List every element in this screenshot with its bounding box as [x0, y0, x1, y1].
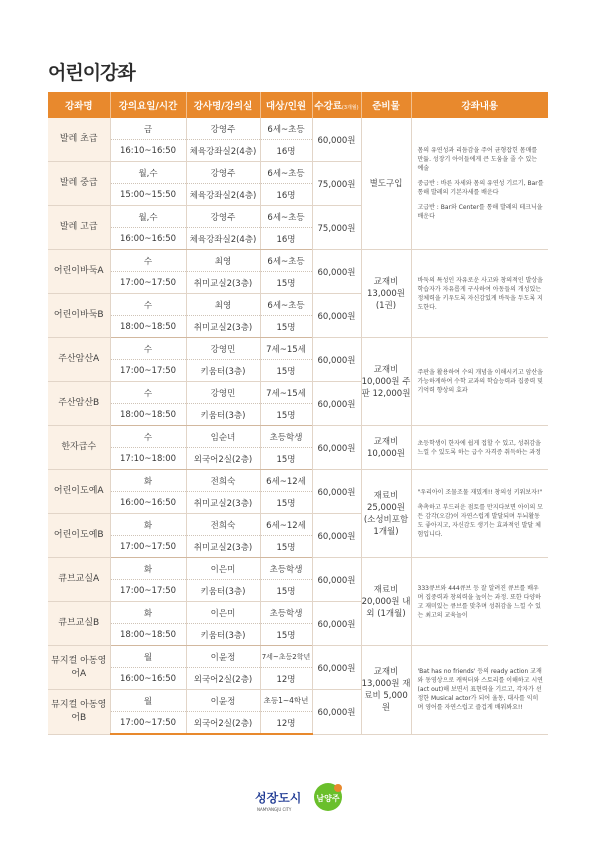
- logo-sub-text: NAMYANGJU CITY: [257, 807, 292, 812]
- course-target: 7세~15세: [260, 338, 312, 360]
- course-target: 초등학생: [260, 426, 312, 448]
- course-content: 'Bat has no friends' 등의 ready action 교재와 동영상으로 캐릭터와 스토리를 이해하고 시연(act out)해 보면서 표현력을 기르고, 각자가 선정한 Musical actor가 되어 율동, 대사를 익히며 영어를 자연스럽고 즐겁게 배워봐요!!: [411, 646, 548, 735]
- course-name: 어린이바둑B: [48, 294, 110, 338]
- header-content: 강좌내용: [411, 92, 548, 118]
- course-day: 수: [110, 294, 186, 316]
- table-row: [48, 338, 548, 360]
- table-row: [48, 470, 548, 492]
- course-time: 16:00~16:50: [110, 492, 186, 514]
- course-time: 18:00~18:50: [110, 404, 186, 426]
- course-time: 17:00~17:50: [110, 272, 186, 294]
- course-room: 키움터(3층): [186, 624, 260, 646]
- course-time: 17:00~17:50: [110, 536, 186, 558]
- course-name: 뮤지컬 아동영어A: [48, 646, 110, 690]
- course-teacher: 최영: [186, 294, 260, 316]
- course-day: 월,수: [110, 206, 186, 228]
- course-time: 16:00~16:50: [110, 668, 186, 690]
- course-content: "우리아이 조물조물 재밌게!! 창의성 키워보자!" 촉촉하고 부드러운 점토를 만지다보면 아이의 모든 감각(오감)이 자연스럽게 발달되며 두뇌활동도 좋아지고, 자신감도 생기는 효과적인 발달 체험입니다.: [411, 470, 548, 558]
- course-content: 333큐브와 444큐브 등 잘 알려진 큐브를 배우며 집중력과 창의력을 높이는 과정. 또한 다양하고 재미있는 큐브를 맞추며 성취감을 느낄 수 있는 최고의 교육놀이: [411, 558, 548, 646]
- course-teacher: 임순녀: [186, 426, 260, 448]
- course-target: 초등1~4학년: [260, 690, 312, 712]
- course-time: 17:00~17:50: [110, 360, 186, 382]
- course-fee: 60,000원: [312, 118, 361, 162]
- course-target: 초등학생: [260, 602, 312, 624]
- table-header-row: [48, 92, 548, 118]
- course-table: [48, 92, 548, 735]
- header-day-time: 강의요일/시간: [110, 92, 186, 118]
- course-time: 18:00~18:50: [110, 624, 186, 646]
- course-room: 키움터(3층): [186, 580, 260, 602]
- table-row: [48, 426, 548, 448]
- header-target: 대상/인원: [260, 92, 312, 118]
- course-day: 수: [110, 338, 186, 360]
- course-day: 수: [110, 426, 186, 448]
- course-capacity: 15명: [260, 492, 312, 514]
- course-name: 어린이도예B: [48, 514, 110, 558]
- course-time: 18:00~18:50: [110, 316, 186, 338]
- course-capacity: 15명: [260, 404, 312, 426]
- course-teacher: 이윤정: [186, 646, 260, 668]
- course-materials: 교재비 13,000원 재료비 5,000원: [361, 646, 411, 735]
- course-capacity: 15명: [260, 360, 312, 382]
- course-content: 바둑의 특성인 자유로운 사고와 창의적인 발상을 학습자가 자유롭게 구사하여 아동들의 개성있는 정체력을 키우도록 자신감있게 바둑을 두도록 지도한다.: [411, 250, 548, 338]
- course-day: 월,수: [110, 162, 186, 184]
- header-fee: 수강료(3개월): [312, 92, 361, 118]
- course-time: 17:10~18:00: [110, 448, 186, 470]
- course-time: 17:00~17:50: [110, 580, 186, 602]
- course-fee: 60,000원: [312, 382, 361, 426]
- course-teacher: 최영: [186, 250, 260, 272]
- course-room: 취미교실2(3층): [186, 536, 260, 558]
- course-name: 주산암산B: [48, 382, 110, 426]
- course-materials: 재료비 25,000원 (소성비포함 1개월): [361, 470, 411, 558]
- course-day: 화: [110, 602, 186, 624]
- course-room: 외국어2실(2층): [186, 668, 260, 690]
- course-fee: 60,000원: [312, 690, 361, 735]
- table-row: [48, 558, 548, 580]
- course-target: 6세~초등: [260, 250, 312, 272]
- course-time: 17:00~17:50: [110, 712, 186, 735]
- logo-badge-dot: [334, 784, 342, 792]
- course-room: 취미교실2(3층): [186, 272, 260, 294]
- course-name: 뮤지컬 아동영어B: [48, 690, 110, 735]
- course-fee: 60,000원: [312, 250, 361, 294]
- course-time: 16:00~16:50: [110, 228, 186, 250]
- course-room: 체육강좌실2(4층): [186, 140, 260, 162]
- course-teacher: 전희숙: [186, 514, 260, 536]
- course-content: 초등학생이 한자에 쉽게 접할 수 있고, 성취감을 느낄 수 있도록 하는 급수 자격증 취득하는 과정: [411, 426, 548, 470]
- course-target: 6세~초등: [260, 206, 312, 228]
- course-name: 발레 중급: [48, 162, 110, 206]
- course-time: 15:00~15:50: [110, 184, 186, 206]
- course-target: 6세~12세: [260, 514, 312, 536]
- course-capacity: 15명: [260, 624, 312, 646]
- course-day: 화: [110, 470, 186, 492]
- course-capacity: 15명: [260, 272, 312, 294]
- course-fee: 75,000원: [312, 206, 361, 250]
- course-room: 외국어2실(2층): [186, 712, 260, 735]
- course-target: 초등학생: [260, 558, 312, 580]
- course-target: 6세~초등: [260, 294, 312, 316]
- course-materials: 재료비 20,000원 내외 (1개월): [361, 558, 411, 646]
- course-room: 외국어2실(2층): [186, 448, 260, 470]
- course-fee: 60,000원: [312, 470, 361, 514]
- course-room: 키움터(3층): [186, 360, 260, 382]
- course-name: 어린이바둑A: [48, 250, 110, 294]
- course-day: 금: [110, 118, 186, 140]
- course-time: 16:10~16:50: [110, 140, 186, 162]
- course-teacher: 강영민: [186, 382, 260, 404]
- course-name: 한자급수: [48, 426, 110, 470]
- course-teacher: 강영주: [186, 206, 260, 228]
- course-capacity: 12명: [260, 712, 312, 735]
- course-fee: 60,000원: [312, 558, 361, 602]
- course-day: 수: [110, 382, 186, 404]
- course-teacher: 강영주: [186, 118, 260, 140]
- course-fee: 60,000원: [312, 294, 361, 338]
- namyangju-city-logo: [255, 780, 345, 816]
- course-fee: 75,000원: [312, 162, 361, 206]
- course-capacity: 15명: [260, 536, 312, 558]
- course-room: 체육강좌실2(4층): [186, 228, 260, 250]
- course-room: 체육강좌실2(4층): [186, 184, 260, 206]
- logo-badge-text: 남양주: [316, 794, 340, 803]
- course-day: 화: [110, 514, 186, 536]
- course-capacity: 12명: [260, 668, 312, 690]
- course-teacher: 이은미: [186, 602, 260, 624]
- course-room: 키움터(3층): [186, 404, 260, 426]
- course-materials: 교재비 10,000원 주판 12,000원: [361, 338, 411, 426]
- course-name: 주산암산A: [48, 338, 110, 382]
- course-fee: 60,000원: [312, 514, 361, 558]
- course-capacity: 16명: [260, 228, 312, 250]
- course-capacity: 15명: [260, 448, 312, 470]
- course-room: 취미교실2(3층): [186, 492, 260, 514]
- table-row: [48, 118, 548, 140]
- course-day: 월: [110, 690, 186, 712]
- course-target: 7세~15세: [260, 382, 312, 404]
- course-name: 발레 초급: [48, 118, 110, 162]
- course-day: 화: [110, 558, 186, 580]
- course-day: 월: [110, 646, 186, 668]
- course-fee: 60,000원: [312, 426, 361, 470]
- course-teacher: 이은미: [186, 558, 260, 580]
- course-target: 6세~12세: [260, 470, 312, 492]
- course-target: 7세~초등2학년: [260, 646, 312, 668]
- table-row: [48, 646, 548, 668]
- course-fee: 60,000원: [312, 646, 361, 690]
- course-name: 큐브교실A: [48, 558, 110, 602]
- course-fee: 60,000원: [312, 338, 361, 382]
- course-teacher: 전희숙: [186, 470, 260, 492]
- logo-main-text: 성장도시: [255, 791, 302, 805]
- course-name: 큐브교실B: [48, 602, 110, 646]
- course-teacher: 이윤정: [186, 690, 260, 712]
- table-row: [48, 250, 548, 272]
- course-content: 몸의 유연성과 리듬감을 주어 균형잡힌 몸매를 만듦. 성장기 아이들에게 큰 도움을 줄 수 있는 예술 중급반 : 바른 자세와 몸의 유연성 기르기, Bar를 통해 발레의 기본자세를 배운다 고급반 : Bar와 Center를 통해 발레의 테크닉을 배운다: [411, 118, 548, 250]
- course-materials: 교재비 10,000원: [361, 426, 411, 470]
- course-capacity: 15명: [260, 316, 312, 338]
- header-course: 강좌명: [48, 92, 110, 118]
- header-materials: 준비물: [361, 92, 411, 118]
- course-content: 주판을 활용하여 수의 개념을 이해시키고 암산을 가능하게하여 수학 교과의 학습능력과 집중력 및 기억력 향상의 효과: [411, 338, 548, 426]
- course-materials: 교재비 13,000원 (1권): [361, 250, 411, 338]
- course-target: 6세~초등: [260, 162, 312, 184]
- course-day: 수: [110, 250, 186, 272]
- course-room: 취미교실2(3층): [186, 316, 260, 338]
- course-name: 발레 고급: [48, 206, 110, 250]
- course-target: 6세~초등: [260, 118, 312, 140]
- course-materials: 별도구입: [361, 118, 411, 250]
- course-capacity: 15명: [260, 580, 312, 602]
- course-teacher: 강영주: [186, 162, 260, 184]
- page-title: 어린이강좌: [48, 62, 135, 84]
- course-fee: 60,000원: [312, 602, 361, 646]
- course-capacity: 16명: [260, 184, 312, 206]
- course-capacity: 16명: [260, 140, 312, 162]
- course-name: 어린이도예A: [48, 470, 110, 514]
- header-teacher-room: 강사명/강의실: [186, 92, 260, 118]
- course-teacher: 강영민: [186, 338, 260, 360]
